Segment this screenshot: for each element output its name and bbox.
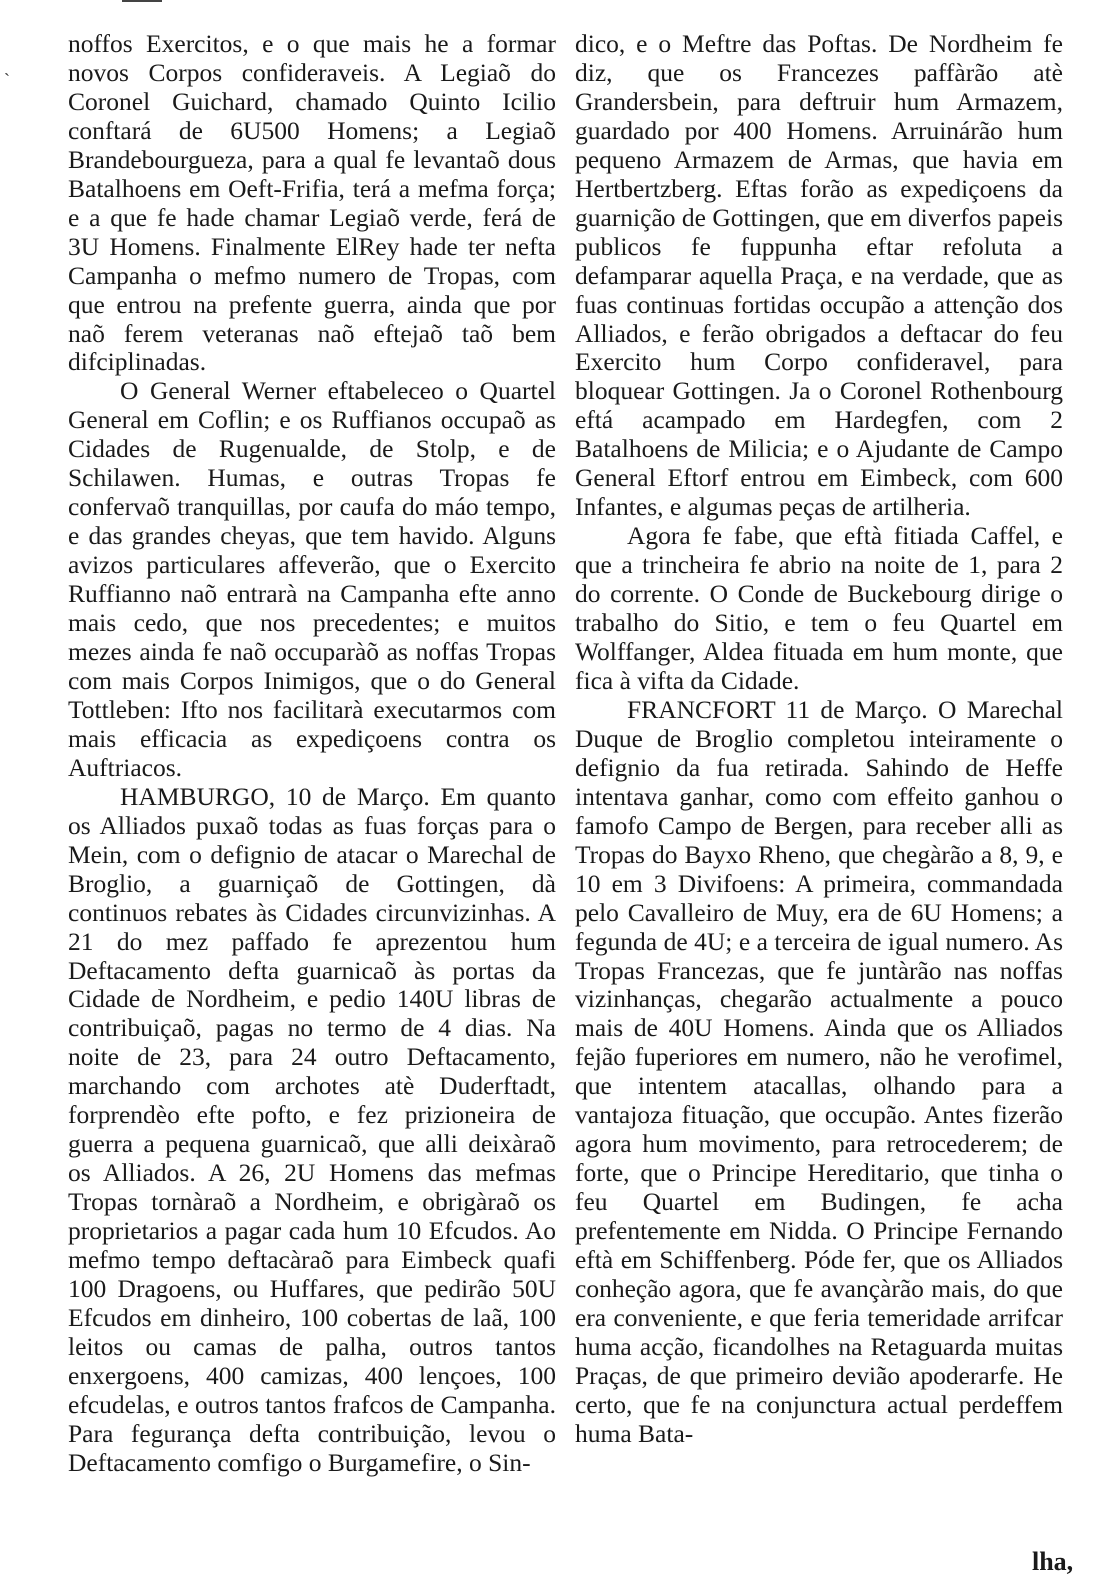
paragraph-gottingen-continuation: dico, e o Meftre das Poftas. De Nordheim fe diz, que os Francezes paffàrão atè Grandersbein, para deftruir hum Armazem, guardado por 400 Homens. Arruinárão hum pequeno Armazem de Armas, que havia em Hertbertzberg. Eftas forão as expediçoens da guarnição de Gottingen, que em diverfos papeis publicos fe fuppunha eftar refoluta a defamparar aquella Praça, e na verdade, que as fuas continuas fortidas occupão a attenção dos Alliados, e ferão obrigados a deftacar do feu Exercito hum Corpo confideravel, para bloquear Gottingen. Ja o Coronel Rothenbourg eftá acampado em Hardegfen, com 2 Batalhoens de Milicia; e o Ajudante de Campo General Eftorf entrou em Eimbeck, com 600 Infantes, e algumas peças de artilheria. — [575, 29, 1063, 522]
paragraph-francfort-dispatch: FRANCFORT 11 de Março. O Marechal Duque de Broglio completou inteiramente o defignio da fua retirada. Sahindo de Heffe intentava ganhar, como com effeito ganhou o famofo Campo de Bergen, para receber alli as Tropas do Bayxo Rheno, que chegàrão a 8, 9, e 10 em 3 Divifoens: A primeira, commandada pelo Cavalleiro de Muy, era de 6U Homens; a fegunda de 4U; e a terceira de igual numero. As Tropas Francezas, que fe juntàrão nas noffas vizinhanças, chegarão actualmente a pouco mais de 40U Homens. Ainda que os Alliados fejão fuperiores em numero, não he verofimel, que intentem atacallas, olhando para a vantajoza fituação, que occupão. Antes fizerão agora hum movimento, para retrocederem; de forte, que o Principe Hereditario, que tinha o feu Quartel em Budingen, fe acha prefentemente em Nidda. O Principe Fernando eftà em Schiffenberg. Póde fer, que os Alliados conheção agora, que fe avançàrão mais, do que era conveniente, e que feria temeridade arrifcar huma acção, ficandolhes na Retaguarda muitas Praças, de que primeiro devião apoderarfe. He certo, que fe na conjunctura actual perdeffem huma Bata- — [575, 694, 1063, 1448]
margin-mark: ` — [4, 70, 10, 90]
paragraph-general-werner: O General Werner eftabeleceo o Quartel General em Coflin; e os Ruffianos occupaõ as Cidades de Rugenualde, de Stolp, e de Schilawen. Humas, e outras Tropas fe confervaõ tranquillas, por caufa do máo tempo, e das grandes cheyas, que tem havido. Alguns avizos particulares affeverão, que o Exercito Ruffianno naõ entrarà na Campanha efte anno mais cedo, que nos precedentes; e muitos mezes ainda fe naõ occuparàõ as noffas Tropas com mais Corpos Inimigos, que o do General Tottleben: Ifto nos facilitarà executarmos com mais efficacia as expediçoens contra os Auftriacos. — [68, 376, 556, 782]
right-column — [575, 30, 1063, 1449]
top-rule-mark — [122, 0, 162, 18]
paragraph-hamburgo-dispatch: HAMBURGO, 10 de Março. Em quanto os Alliados puxaõ todas as fuas forças para o Mein, com o defignio de atacar o Marechal de Broglio, a guarniçaõ de Gottingen, dà continuos rebates às Cidades circunvizinhas. A 21 do mez paffado fe aprezentou hum Deftacamento defta guarnicaõ às portas da Cidade de Nordheim, e pedio 140U libras de contribuiçaõ, pagas no termo de 4 dias. Na noite de 23, para 24 outro Deftacamento, marchando com archotes atè Duderftadt, forprendèo efte pofto, e fez prizioneira de guerra a pequena guarnicaõ, que alli deixàraõ os Alliados. A 26, 2U Homens das mefmas Tropas tornàraõ a Nordheim, e obrigàraõ os proprietarios a pagar cada hum 10 Efcudos. Ao mefmo tempo deftacàraõ para Eimbeck quafi 100 Dragoens, ou Huffares, que pedirão 50U Efcudos em dinheiro, 100 cobertas de laã, 100 leitos ou camas de palha, outros tantos enxergoens, 400 camizas, 400 lençoes, 100 efcudelas, e outros tantos frafcos de Campanha. Para fegurança defta contribuição, levou o Deftacamento comfigo o Burgamefire, o Sin- — [68, 781, 556, 1477]
catchword: lha, — [1032, 1547, 1074, 1576]
paragraph-army-legions: noffos Exercitos, e o que mais he a formar novos Corpos confideraveis. A Legiaõ do Coronel Guichard, chamado Quinto Icilio conftará de 6U500 Homens; a Legiaõ Brandebourgueza, para a qual fe levantaõ dous Batalhoens em Oeft-Frifia, terá a mefma força; e a que fe hade chamar Legiaõ verde, ferá de 3U Homens. Finalmente ElRey hade ter nefta Campanha o mefmo numero de Tropas, com que entrou na prefente guerra, ainda que por naõ ferem veteranas naõ eftejaõ taõ bem difciplinadas. — [68, 29, 556, 377]
paragraph-cassel-siege: Agora fe fabe, que eftà fitiada Caffel, e que a trincheira fe abrio na noite de 1, para 2 do corrente. O Conde de Buckebourg dirige o trabalho do Sitio, e tem o feu Quartel em Wolffanger, Aldea fituada em hum monte, que fica à vifta da Cidade. — [575, 521, 1063, 695]
left-column — [68, 30, 556, 1478]
